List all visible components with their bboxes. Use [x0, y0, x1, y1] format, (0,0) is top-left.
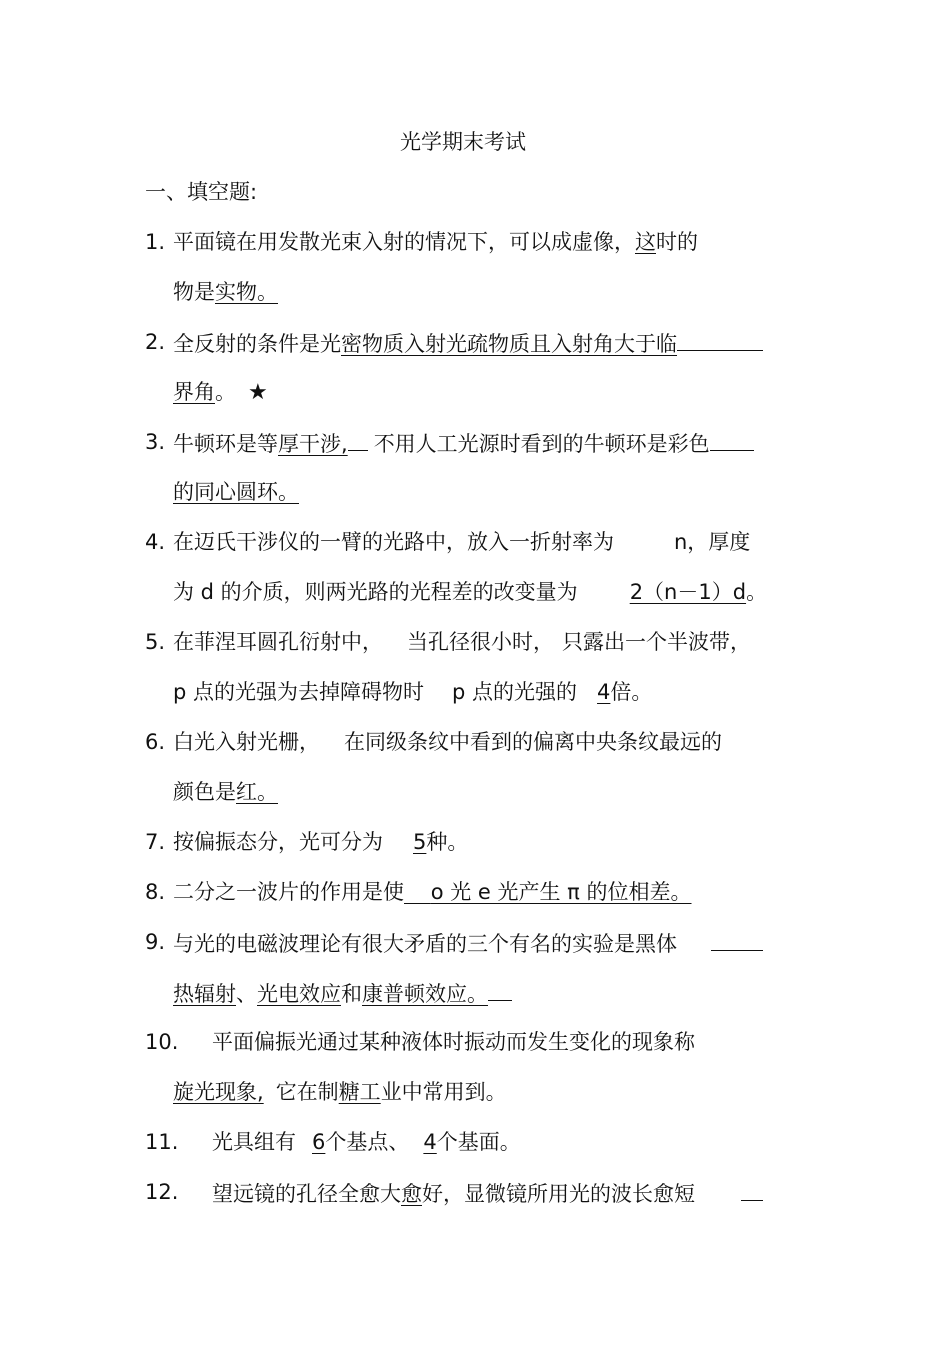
section-heading: 一、填空题: — [145, 180, 258, 204]
q3-text: 牛顿环是等 — [173, 432, 278, 456]
q9-text: 与光的电磁波理论有很大矛盾的三个有名的实验是黑体 — [173, 932, 677, 956]
q1-answer: 实物。 — [215, 280, 278, 304]
question-2-line-2 — [173, 378, 268, 407]
question-12-line-1 — [212, 1178, 763, 1208]
q8-answer — [404, 880, 692, 904]
answer-blank — [711, 928, 763, 951]
q8-text: 二分之一波片的作用是使 — [173, 880, 404, 904]
q3-answer: 厚干涉, — [278, 432, 348, 456]
question-number: 4. — [145, 530, 166, 554]
question-1-line-1 — [173, 228, 698, 256]
q5-text: 倍。 — [610, 680, 653, 704]
question-11-line-1 — [212, 1128, 521, 1156]
question-9-line-1 — [173, 928, 763, 958]
q6-answer: 红。 — [236, 780, 278, 804]
q6-text: 颜色是 — [173, 780, 236, 804]
q2-answer: 界角 — [173, 380, 215, 404]
answer-blank — [741, 1178, 763, 1201]
q7-answer: 5 — [413, 830, 427, 854]
question-1-line-2 — [173, 278, 278, 306]
q6-text: 白光入射光栅， — [173, 730, 320, 754]
q11-text: 个基点、 — [325, 1130, 410, 1154]
q4-text: 。 — [746, 580, 768, 604]
q11-text: 个基面。 — [436, 1130, 521, 1154]
q2-text: 。 — [215, 380, 236, 404]
question-3-line-2 — [173, 478, 299, 506]
q4-text: 在迈氏干涉仪的一臂的光路中，放入一折射率为 — [173, 530, 614, 554]
q9-text: 、 — [236, 982, 257, 1006]
question-9-line-2 — [173, 978, 512, 1008]
question-4-line-2 — [173, 578, 767, 606]
question-10-line-1 — [212, 1028, 695, 1056]
question-number: 11. — [145, 1130, 179, 1154]
star-icon: ★ — [248, 380, 268, 405]
q1-text: 物是 — [173, 280, 215, 304]
question-number: 5. — [145, 630, 166, 654]
q1-answer: 这 — [635, 230, 656, 254]
question-number: 7. — [145, 830, 166, 854]
q11-text: 光具组有 — [212, 1130, 296, 1154]
q4-answer: 2（n－1）d — [629, 580, 747, 604]
question-number: 6. — [145, 730, 166, 754]
q6-text: 在同级条纹中看到的偏离中央条纹最远的 — [344, 730, 722, 754]
question-number: 3. — [145, 430, 166, 454]
q1-text: 时的 — [656, 230, 698, 254]
q10-text: 平面偏振光通过某种液体时振动而发生变化的现象称 — [212, 1030, 695, 1054]
q5-text: 当孔径很小时， — [407, 630, 554, 654]
q11-answer: 4 — [423, 1130, 437, 1154]
q9-answer: 热辐射 — [173, 982, 236, 1006]
question-6-line-2 — [173, 778, 278, 806]
page-title: 光学期末考试 — [400, 130, 526, 154]
question-3-line-1 — [173, 428, 754, 458]
q9-answer: 光电效应 — [257, 982, 341, 1006]
question-number: 10. — [145, 1030, 179, 1054]
question-5-line-2 — [173, 678, 652, 706]
question-2-line-1 — [173, 328, 763, 358]
answer-blank — [348, 428, 368, 451]
q10-answer: 糖工 — [338, 1080, 381, 1104]
q5-answer: 4 — [597, 680, 611, 704]
question-number: 2. — [145, 330, 166, 354]
question-6-line-1 — [173, 728, 722, 756]
q3-answer: 的同心圆环。 — [173, 480, 299, 504]
question-10-line-2 — [173, 1078, 507, 1106]
question-number: 12. — [145, 1180, 179, 1204]
question-number: 1. — [145, 230, 166, 254]
question-7-line-1 — [173, 828, 468, 856]
q4-text: n，厚度 — [674, 530, 751, 554]
q2-text: 全反射的条件是光 — [173, 332, 341, 356]
q9-answer: 康普顿效应。 — [362, 982, 488, 1006]
q9-text: 和 — [341, 982, 362, 1006]
answer-blank — [677, 328, 763, 351]
question-8-line-1 — [173, 878, 692, 906]
q7-text: 种。 — [426, 830, 469, 854]
q5-text: p 点的光强的 — [452, 680, 578, 704]
q1-text: 平面镜在用发散光束入射的情况下，可以成虚像， — [173, 230, 635, 254]
q7-text: 按偏振态分，光可分为 — [173, 830, 383, 854]
q4-text: 为 d 的介质，则两光路的光程差的改变量为 — [173, 580, 578, 604]
q2-answer: 密物质入射光疏物质且入射角大于临 — [341, 332, 677, 356]
q5-text: 只露出一个半波带， — [562, 630, 751, 654]
question-number: 9. — [145, 930, 166, 954]
answer-blank — [488, 978, 512, 1001]
question-4-line-1 — [173, 528, 750, 556]
q10-answer: 旋光现象, — [173, 1080, 264, 1104]
q12-text: 望远镜的孔径全愈大 — [212, 1182, 401, 1206]
question-5-line-1 — [173, 628, 751, 656]
q12-text: 好，显微镜所用光的波长愈短 — [422, 1182, 695, 1206]
q3-text: 不用人工光源时看到的牛顿环是彩色 — [373, 432, 710, 456]
q8-answer-text: o 光 e 光产生 π 的位相差。 — [430, 880, 692, 904]
q5-text: 在菲涅耳圆孔衍射中， — [173, 630, 383, 654]
q5-text: p 点的光强为去掉障碍物时 — [173, 680, 425, 704]
q12-answer: 愈 — [401, 1182, 422, 1206]
question-number: 8. — [145, 880, 166, 904]
answer-blank — [710, 428, 754, 451]
q10-text: 业中常用到。 — [380, 1080, 507, 1104]
q11-answer: 6 — [312, 1130, 326, 1154]
q10-text: 它在制 — [275, 1080, 339, 1104]
